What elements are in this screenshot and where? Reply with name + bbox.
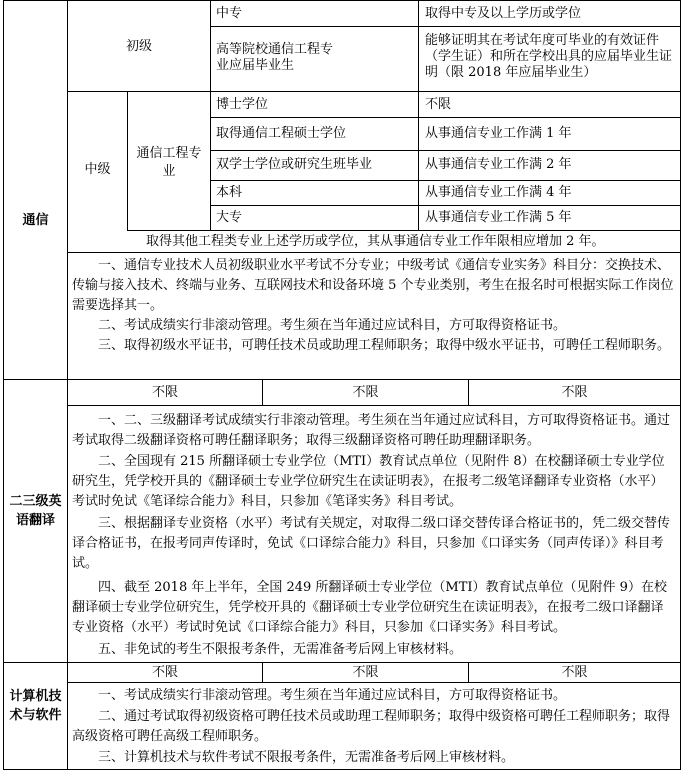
row-divider (67, 682, 681, 683)
table-border (3, 769, 681, 770)
row-divider (210, 117, 681, 118)
note-paragraph: 一、考试成绩实行非滚动管理。考生须在当年通过应试科目，方可取得资格证书。 (98, 688, 567, 703)
row-divider (67, 252, 681, 253)
note-paragraph: 二、通过考试取得初级资格可聘任技术员或助理工程师职务；取得中级资格可聘任工程师职务；取得高级资格可聘任高级工程师职务。 (72, 709, 671, 744)
note-paragraph: 三、取得初级水平证书，可聘任技术员或助理工程师职务；取得中级水平证书，可聘任工程师职务。 (98, 338, 671, 353)
limit-cell: 不限 (352, 385, 379, 400)
note-paragraph: 二、考试成绩实行非滚动管理。考生须在当年通过应试科目，方可取得资格证书。 (98, 318, 567, 333)
condition-cell: 本科 (216, 185, 243, 200)
note-paragraph: 一、二、三级翻译考试成绩实行非滚动管理。考生须在当年通过应试科目，方可取得资格证书。通过考试取得二级翻译资格可聘任翻译职务；取得三级翻译资格可聘任助理翻译职务。 (72, 413, 671, 448)
category-label: 计算机技术与软件 (9, 689, 62, 723)
row-divider (210, 180, 681, 181)
section-divider (3, 662, 681, 663)
level-label: 初级 (125, 39, 152, 54)
note-paragraph: 四、截至 2018 年上半年，全国 249 所翻译硕士专业学位（MTI）教育试点单位（见附件 9）在校翻译硕士专业学位研究生，凭学校开具的《翻译硕士专业学位研究生在读证明表》，在报考二级口译翻译专业资格（水平）考试时免试《口译综合能力》科目，只参加《口译实务》科目考试。 (72, 580, 667, 635)
requirement-cell: 能够证明其在考试年度可毕业的有效证件（学生证）和所在学校出具的应届毕业生证明（限 2018 年应届毕业生） (425, 33, 673, 80)
major-label: 通信工程专业 (136, 146, 202, 179)
limit-cell: 不限 (352, 665, 379, 680)
table-border (3, 0, 681, 1)
requirement-cell: 从事通信专业工作满 4 年 (425, 185, 572, 200)
section-divider (3, 379, 681, 380)
requirement-cell: 从事通信专业工作满 5 年 (425, 210, 572, 225)
condition-cell: 大专 (216, 210, 243, 225)
note-paragraph: 三、计算机技术与软件考试不限报考条件，无需准备考后网上审核材料。 (98, 750, 515, 765)
requirement-cell: 从事通信专业工作满 1 年 (425, 126, 572, 141)
requirement-cell: 取得中专及以上学历或学位 (425, 6, 582, 21)
row-divider (67, 405, 681, 406)
row-divider (127, 230, 681, 231)
category-label: 二三级英语翻译 (9, 494, 62, 528)
condition-cell: 高等院校通信工程专业应届毕业生 (216, 42, 334, 73)
row-divider (210, 26, 681, 27)
category-label: 通信 (22, 213, 49, 228)
row-divider (210, 205, 681, 206)
requirement-cell: 不限 (425, 97, 452, 112)
cond-divider (210, 0, 211, 230)
note-paragraph: 三、根据翻译专业资格（水平）考试有关规定，对取得二级口译交替传译合格证书的，凭二级交替传译合格证书，在报考同声传译时，免试《口译综合能力》科目，只参加《口译实务（同声传译）》科目考试。 (72, 516, 671, 571)
limit-cell: 不限 (561, 385, 588, 400)
requirement-cell: 从事通信专业工作满 2 年 (425, 157, 572, 172)
other-major-note: 取得其他工程类专业上述学历或学位，其从事通信专业工作年限相应增加 2 年。 (146, 234, 605, 249)
table-border (680, 0, 681, 770)
row-divider (210, 150, 681, 151)
limit-cell: 不限 (561, 665, 588, 680)
condition-cell: 取得通信工程硕士学位 (216, 126, 347, 141)
note-paragraph: 二、全国现有 215 所翻译硕士专业学位（MTI）教育试点单位（见附件 8）在校翻译硕士专业学位研究生，凭学校开具的《翻译硕士专业学位研究生在读证明表》，在报考二级笔译翻译专业资格（水平）考试时免试《笔译综合能力》科目，只参加《笔译实务》科目考试。 (72, 454, 665, 509)
row-divider (67, 91, 681, 92)
condition-cell: 博士学位 (216, 97, 269, 112)
level-divider (127, 91, 128, 230)
note-paragraph: 一、通信专业技术人员初级职业水平考试不分专业；中级考试《通信专业实务》科目分：交换技术、传输与接入技术、终端与业务、互联网技术和设备环境 5 个专业类别，考生在报名时可根据实际工作岗位需要选择其一。 (72, 258, 674, 313)
table-border (3, 0, 4, 770)
req-divider (418, 0, 419, 230)
note-paragraph: 五、非免试的考生不限报考条件，无需准备考后网上审核材料。 (98, 642, 463, 657)
level-label: 中级 (84, 162, 111, 177)
limit-cell: 不限 (151, 665, 178, 680)
condition-cell: 中专 (216, 6, 243, 21)
condition-cell: 双学士学位或研究生班毕业 (216, 157, 373, 172)
limit-cell: 不限 (151, 385, 178, 400)
